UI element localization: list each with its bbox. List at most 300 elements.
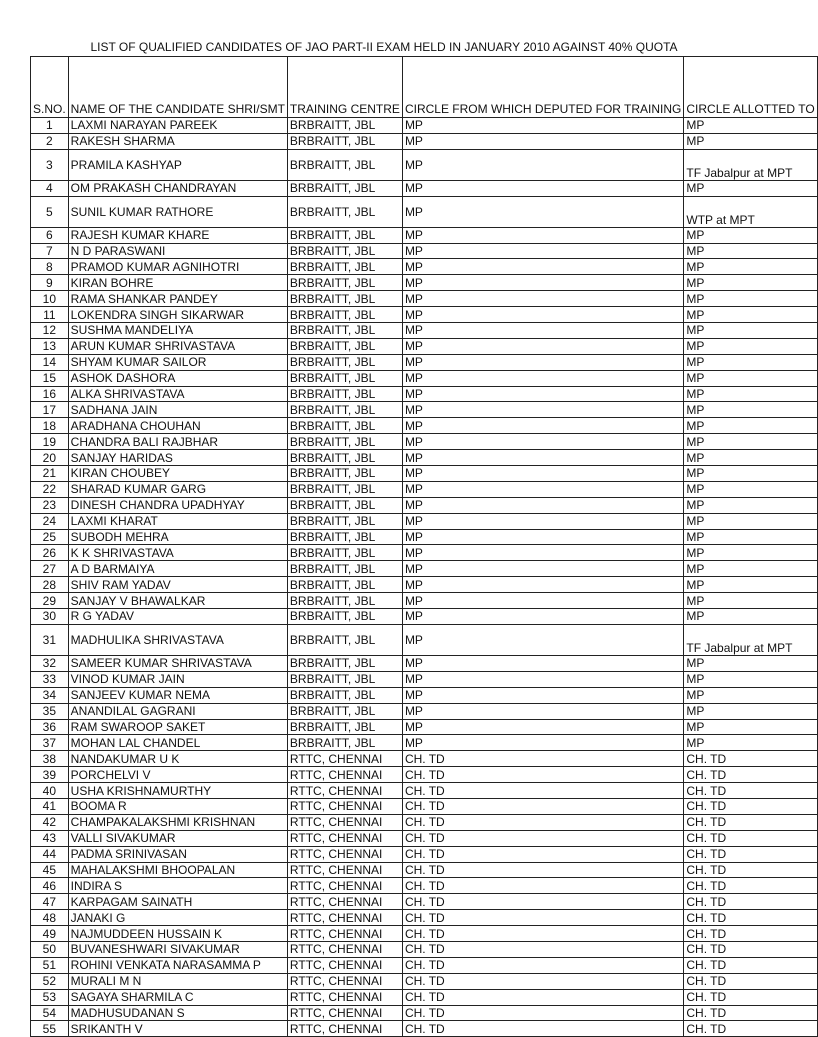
cell-sno: 12 (31, 323, 69, 339)
table-row (31, 291, 818, 307)
cell-circle-allotted: CH. TD (684, 783, 817, 799)
cell-circle-deputed: MP (402, 323, 683, 339)
cell-circle-deputed: MP (402, 561, 683, 577)
cell-sno: 40 (31, 783, 69, 799)
cell-circle-allotted: MP (684, 703, 817, 719)
cell-training-centre: RTTC, CHENNAI (287, 783, 402, 799)
cell-sno: 28 (31, 577, 69, 593)
cell-circle-deputed: MP (402, 180, 683, 196)
cell-sno: 17 (31, 402, 69, 418)
cell-circle-allotted: MP (684, 450, 817, 466)
cell-circle-allotted: MP (684, 577, 817, 593)
table-row (31, 1005, 818, 1021)
table-row (31, 386, 818, 402)
cell-circle-allotted: MP (684, 497, 817, 513)
cell-circle-allotted: CH. TD (684, 846, 817, 862)
cell-circle-deputed: CH. TD (402, 989, 683, 1005)
cell-sno: 32 (31, 655, 69, 671)
table-row (31, 751, 818, 767)
table-row (31, 497, 818, 513)
table-row (31, 703, 818, 719)
cell-circle-allotted: CH. TD (684, 830, 817, 846)
cell-training-centre: BRBRAITT, JBL (287, 529, 402, 545)
table-header-row (31, 57, 818, 118)
cell-sno: 53 (31, 989, 69, 1005)
cell-candidate-name: MAHALAKSHMI BHOOPALAN (68, 862, 287, 878)
cell-circle-allotted: MP (684, 291, 817, 307)
table-row (31, 227, 818, 243)
cell-candidate-name: SRIKANTH V (68, 1021, 287, 1037)
cell-candidate-name: LAXMI NARAYAN PAREEK (68, 118, 287, 134)
cell-candidate-name: SHYAM KUMAR SAILOR (68, 354, 287, 370)
cell-sno: 18 (31, 418, 69, 434)
table-row (31, 655, 818, 671)
cell-training-centre: RTTC, CHENNAI (287, 926, 402, 942)
cell-training-centre: RTTC, CHENNAI (287, 798, 402, 814)
cell-circle-allotted: MP (684, 593, 817, 609)
cell-circle-allotted: CH. TD (684, 894, 817, 910)
cell-circle-deputed: CH. TD (402, 846, 683, 862)
cell-candidate-name: NAJMUDDEEN HUSSAIN K (68, 926, 287, 942)
cell-sno: 33 (31, 671, 69, 687)
cell-sno: 26 (31, 545, 69, 561)
cell-sno: 29 (31, 593, 69, 609)
cell-candidate-name: RAJESH KUMAR KHARE (68, 227, 287, 243)
cell-circle-deputed: MP (402, 370, 683, 386)
cell-circle-deputed: MP (402, 402, 683, 418)
cell-sno: 52 (31, 973, 69, 989)
cell-training-centre: BRBRAITT, JBL (287, 577, 402, 593)
cell-sno: 23 (31, 497, 69, 513)
header-sno: S.NO. (31, 57, 69, 118)
cell-sno: 27 (31, 561, 69, 577)
table-row (31, 307, 818, 323)
cell-sno: 13 (31, 338, 69, 354)
cell-sno: 49 (31, 926, 69, 942)
cell-sno: 54 (31, 1005, 69, 1021)
table-row (31, 354, 818, 370)
cell-training-centre: BRBRAITT, JBL (287, 118, 402, 134)
table-row (31, 910, 818, 926)
cell-training-centre: RTTC, CHENNAI (287, 1021, 402, 1037)
cell-sno: 36 (31, 719, 69, 735)
cell-circle-allotted: MP (684, 370, 817, 386)
cell-sno: 37 (31, 735, 69, 751)
cell-sno: 51 (31, 957, 69, 973)
cell-circle-allotted: CH. TD (684, 973, 817, 989)
header-circle-allotted: CIRCLE ALLOTTED TO (684, 57, 817, 118)
cell-circle-deputed: MP (402, 497, 683, 513)
table-row (31, 894, 818, 910)
cell-circle-deputed: MP (402, 450, 683, 466)
cell-training-centre: RTTC, CHENNAI (287, 973, 402, 989)
cell-circle-allotted: TF Jabalpur at MPT (684, 624, 817, 655)
cell-sno: 4 (31, 180, 69, 196)
table-row (31, 561, 818, 577)
cell-circle-deputed: MP (402, 719, 683, 735)
table-row (31, 481, 818, 497)
cell-circle-allotted: MP (684, 307, 817, 323)
cell-candidate-name: MADHULIKA SHRIVASTAVA (68, 624, 287, 655)
cell-training-centre: RTTC, CHENNAI (287, 910, 402, 926)
cell-circle-allotted: MP (684, 133, 817, 149)
cell-circle-allotted: CH. TD (684, 878, 817, 894)
cell-training-centre: BRBRAITT, JBL (287, 149, 402, 180)
cell-training-centre: RTTC, CHENNAI (287, 941, 402, 957)
cell-training-centre: BRBRAITT, JBL (287, 227, 402, 243)
cell-training-centre: BRBRAITT, JBL (287, 180, 402, 196)
cell-candidate-name: ROHINI VENKATA NARASAMMA P (68, 957, 287, 973)
cell-candidate-name: SUNIL KUMAR RATHORE (68, 196, 287, 227)
cell-circle-deputed: MP (402, 703, 683, 719)
table-row (31, 529, 818, 545)
table-row (31, 118, 818, 134)
cell-circle-deputed: CH. TD (402, 957, 683, 973)
cell-training-centre: BRBRAITT, JBL (287, 735, 402, 751)
cell-candidate-name: SUBODH MEHRA (68, 529, 287, 545)
cell-circle-allotted: MP (684, 561, 817, 577)
cell-training-centre: BRBRAITT, JBL (287, 450, 402, 466)
cell-circle-deputed: CH. TD (402, 767, 683, 783)
cell-candidate-name: SHARAD KUMAR GARG (68, 481, 287, 497)
cell-sno: 30 (31, 609, 69, 625)
cell-circle-allotted: MP (684, 687, 817, 703)
cell-circle-allotted: WTP at MPT (684, 196, 817, 227)
cell-training-centre: RTTC, CHENNAI (287, 862, 402, 878)
cell-candidate-name: CHAMPAKALAKSHMI KRISHNAN (68, 814, 287, 830)
table-row (31, 133, 818, 149)
cell-sno: 5 (31, 196, 69, 227)
cell-sno: 43 (31, 830, 69, 846)
cell-circle-deputed: MP (402, 149, 683, 180)
cell-training-centre: BRBRAITT, JBL (287, 466, 402, 482)
cell-circle-deputed: MP (402, 291, 683, 307)
cell-circle-allotted: MP (684, 402, 817, 418)
cell-circle-deputed: CH. TD (402, 751, 683, 767)
cell-training-centre: RTTC, CHENNAI (287, 957, 402, 973)
cell-training-centre: BRBRAITT, JBL (287, 291, 402, 307)
cell-circle-deputed: MP (402, 481, 683, 497)
cell-circle-deputed: CH. TD (402, 1005, 683, 1021)
cell-circle-allotted: MP (684, 275, 817, 291)
cell-candidate-name: OM PRAKASH CHANDRAYAN (68, 180, 287, 196)
cell-circle-deputed: MP (402, 671, 683, 687)
cell-training-centre: BRBRAITT, JBL (287, 196, 402, 227)
cell-circle-deputed: CH. TD (402, 862, 683, 878)
table-row (31, 338, 818, 354)
table-row (31, 275, 818, 291)
cell-training-centre: BRBRAITT, JBL (287, 338, 402, 354)
cell-sno: 34 (31, 687, 69, 703)
cell-circle-deputed: CH. TD (402, 894, 683, 910)
cell-circle-deputed: MP (402, 227, 683, 243)
cell-candidate-name: USHA KRISHNAMURTHY (68, 783, 287, 799)
cell-circle-deputed: MP (402, 118, 683, 134)
cell-sno: 20 (31, 450, 69, 466)
cell-sno: 47 (31, 894, 69, 910)
cell-circle-deputed: CH. TD (402, 814, 683, 830)
cell-circle-deputed: MP (402, 418, 683, 434)
table-row (31, 577, 818, 593)
cell-sno: 31 (31, 624, 69, 655)
cell-circle-allotted: TF Jabalpur at MPT (684, 149, 817, 180)
cell-circle-deputed: CH. TD (402, 798, 683, 814)
cell-candidate-name: MOHAN LAL CHANDEL (68, 735, 287, 751)
cell-candidate-name: JANAKI G (68, 910, 287, 926)
cell-sno: 3 (31, 149, 69, 180)
cell-circle-deputed: MP (402, 513, 683, 529)
cell-circle-allotted: CH. TD (684, 751, 817, 767)
cell-circle-deputed: MP (402, 354, 683, 370)
cell-training-centre: BRBRAITT, JBL (287, 719, 402, 735)
cell-circle-allotted: MP (684, 719, 817, 735)
cell-circle-deputed: MP (402, 196, 683, 227)
table-row (31, 878, 818, 894)
cell-circle-allotted: MP (684, 545, 817, 561)
cell-circle-deputed: CH. TD (402, 1021, 683, 1037)
cell-sno: 45 (31, 862, 69, 878)
table-row (31, 624, 818, 655)
cell-candidate-name: KIRAN BOHRE (68, 275, 287, 291)
table-row (31, 418, 818, 434)
cell-training-centre: BRBRAITT, JBL (287, 561, 402, 577)
table-row (31, 1021, 818, 1037)
cell-training-centre: RTTC, CHENNAI (287, 751, 402, 767)
cell-training-centre: RTTC, CHENNAI (287, 814, 402, 830)
table-row (31, 767, 818, 783)
cell-candidate-name: SUSHMA MANDELIYA (68, 323, 287, 339)
cell-training-centre: BRBRAITT, JBL (287, 497, 402, 513)
cell-sno: 19 (31, 434, 69, 450)
cell-training-centre: BRBRAITT, JBL (287, 655, 402, 671)
table-row (31, 941, 818, 957)
cell-circle-allotted: MP (684, 259, 817, 275)
cell-training-centre: BRBRAITT, JBL (287, 481, 402, 497)
cell-candidate-name: RAMA SHANKAR PANDEY (68, 291, 287, 307)
table-row (31, 450, 818, 466)
cell-sno: 46 (31, 878, 69, 894)
cell-candidate-name: K K SHRIVASTAVA (68, 545, 287, 561)
cell-training-centre: BRBRAITT, JBL (287, 687, 402, 703)
cell-candidate-name: PRAMILA KASHYAP (68, 149, 287, 180)
cell-training-centre: BRBRAITT, JBL (287, 133, 402, 149)
cell-candidate-name: RAKESH SHARMA (68, 133, 287, 149)
cell-circle-deputed: MP (402, 243, 683, 259)
table-row (31, 926, 818, 942)
table-row (31, 671, 818, 687)
table-row (31, 243, 818, 259)
table-row (31, 687, 818, 703)
cell-circle-allotted: MP (684, 466, 817, 482)
cell-circle-allotted: MP (684, 243, 817, 259)
cell-circle-allotted: MP (684, 609, 817, 625)
cell-circle-allotted: MP (684, 323, 817, 339)
cell-candidate-name: SADHANA JAIN (68, 402, 287, 418)
cell-circle-allotted: CH. TD (684, 910, 817, 926)
cell-training-centre: RTTC, CHENNAI (287, 894, 402, 910)
cell-sno: 22 (31, 481, 69, 497)
cell-training-centre: RTTC, CHENNAI (287, 1005, 402, 1021)
table-row (31, 593, 818, 609)
candidates-table (30, 56, 818, 1037)
cell-circle-allotted: MP (684, 386, 817, 402)
cell-candidate-name: LAXMI KHARAT (68, 513, 287, 529)
cell-circle-deputed: MP (402, 687, 683, 703)
cell-sno: 24 (31, 513, 69, 529)
cell-training-centre: BRBRAITT, JBL (287, 323, 402, 339)
cell-training-centre: BRBRAITT, JBL (287, 418, 402, 434)
table-row (31, 402, 818, 418)
cell-circle-deputed: MP (402, 133, 683, 149)
cell-candidate-name: LOKENDRA SINGH SIKARWAR (68, 307, 287, 323)
cell-training-centre: RTTC, CHENNAI (287, 878, 402, 894)
cell-candidate-name: A D BARMAIYA (68, 561, 287, 577)
cell-sno: 41 (31, 798, 69, 814)
cell-candidate-name: ASHOK DASHORA (68, 370, 287, 386)
cell-training-centre: BRBRAITT, JBL (287, 275, 402, 291)
cell-circle-deputed: MP (402, 577, 683, 593)
cell-candidate-name: RAM SWAROOP SAKET (68, 719, 287, 735)
cell-training-centre: BRBRAITT, JBL (287, 671, 402, 687)
cell-circle-allotted: MP (684, 481, 817, 497)
cell-candidate-name: ARADHANA CHOUHAN (68, 418, 287, 434)
table-row (31, 719, 818, 735)
cell-sno: 15 (31, 370, 69, 386)
cell-sno: 9 (31, 275, 69, 291)
cell-circle-allotted: MP (684, 118, 817, 134)
cell-candidate-name: NANDAKUMAR U K (68, 751, 287, 767)
cell-sno: 7 (31, 243, 69, 259)
table-row (31, 783, 818, 799)
cell-circle-deputed: CH. TD (402, 783, 683, 799)
cell-candidate-name: ALKA SHRIVASTAVA (68, 386, 287, 402)
table-row (31, 149, 818, 180)
cell-training-centre: BRBRAITT, JBL (287, 434, 402, 450)
table-row (31, 830, 818, 846)
cell-circle-allotted: CH. TD (684, 1021, 817, 1037)
cell-candidate-name: MURALI M N (68, 973, 287, 989)
cell-sno: 2 (31, 133, 69, 149)
table-row (31, 259, 818, 275)
cell-circle-allotted: CH. TD (684, 767, 817, 783)
cell-sno: 8 (31, 259, 69, 275)
cell-training-centre: BRBRAITT, JBL (287, 545, 402, 561)
cell-training-centre: BRBRAITT, JBL (287, 307, 402, 323)
cell-circle-deputed: CH. TD (402, 973, 683, 989)
cell-sno: 48 (31, 910, 69, 926)
cell-circle-deputed: MP (402, 735, 683, 751)
cell-training-centre: BRBRAITT, JBL (287, 402, 402, 418)
cell-circle-allotted: MP (684, 418, 817, 434)
cell-circle-deputed: MP (402, 386, 683, 402)
cell-candidate-name: N D PARASWANI (68, 243, 287, 259)
document-title: LIST OF QUALIFIED CANDIDATES OF JAO PART-II EXAM HELD IN JANUARY 2010 AGAINST 40% QUOTA (90, 40, 678, 54)
table-row (31, 957, 818, 973)
cell-training-centre: BRBRAITT, JBL (287, 386, 402, 402)
cell-circle-deputed: MP (402, 529, 683, 545)
cell-circle-deputed: CH. TD (402, 910, 683, 926)
cell-circle-allotted: CH. TD (684, 814, 817, 830)
cell-circle-allotted: MP (684, 434, 817, 450)
cell-candidate-name: PORCHELVI V (68, 767, 287, 783)
cell-circle-allotted: MP (684, 529, 817, 545)
cell-training-centre: RTTC, CHENNAI (287, 989, 402, 1005)
cell-circle-deputed: MP (402, 609, 683, 625)
cell-sno: 44 (31, 846, 69, 862)
cell-training-centre: BRBRAITT, JBL (287, 354, 402, 370)
cell-sno: 50 (31, 941, 69, 957)
cell-circle-deputed: MP (402, 275, 683, 291)
header-name: NAME OF THE CANDIDATE SHRI/SMT (68, 57, 287, 118)
table-row (31, 513, 818, 529)
table-row (31, 814, 818, 830)
cell-circle-deputed: MP (402, 338, 683, 354)
cell-candidate-name: KARPAGAM SAINATH (68, 894, 287, 910)
table-row (31, 545, 818, 561)
cell-sno: 25 (31, 529, 69, 545)
cell-sno: 55 (31, 1021, 69, 1037)
cell-training-centre: BRBRAITT, JBL (287, 624, 402, 655)
table-row (31, 466, 818, 482)
cell-training-centre: BRBRAITT, JBL (287, 513, 402, 529)
cell-candidate-name: SAMEER KUMAR SHRIVASTAVA (68, 655, 287, 671)
table-row (31, 370, 818, 386)
cell-candidate-name: SANJEEV KUMAR NEMA (68, 687, 287, 703)
cell-candidate-name: ARUN KUMAR SHRIVASTAVA (68, 338, 287, 354)
cell-circle-deputed: CH. TD (402, 926, 683, 942)
cell-circle-deputed: MP (402, 259, 683, 275)
cell-circle-deputed: MP (402, 434, 683, 450)
cell-circle-deputed: MP (402, 466, 683, 482)
cell-circle-deputed: CH. TD (402, 941, 683, 957)
cell-circle-allotted: MP (684, 735, 817, 751)
cell-circle-allotted: MP (684, 513, 817, 529)
table-row (31, 196, 818, 227)
table-row (31, 862, 818, 878)
cell-sno: 35 (31, 703, 69, 719)
cell-circle-allotted: CH. TD (684, 941, 817, 957)
header-training-centre: TRAINING CENTRE (287, 57, 402, 118)
table-row (31, 180, 818, 196)
cell-candidate-name: PRAMOD KUMAR AGNIHOTRI (68, 259, 287, 275)
cell-circle-allotted: MP (684, 227, 817, 243)
cell-sno: 1 (31, 118, 69, 134)
header-circle-deputed: CIRCLE FROM WHICH DEPUTED FOR TRAINING (402, 57, 683, 118)
cell-circle-allotted: CH. TD (684, 926, 817, 942)
cell-candidate-name: BUVANESHWARI SIVAKUMAR (68, 941, 287, 957)
table-row (31, 846, 818, 862)
table-row (31, 323, 818, 339)
cell-circle-allotted: CH. TD (684, 989, 817, 1005)
cell-candidate-name: R G YADAV (68, 609, 287, 625)
cell-circle-allotted: CH. TD (684, 957, 817, 973)
cell-training-centre: BRBRAITT, JBL (287, 243, 402, 259)
cell-training-centre: BRBRAITT, JBL (287, 609, 402, 625)
cell-training-centre: BRBRAITT, JBL (287, 370, 402, 386)
cell-sno: 6 (31, 227, 69, 243)
cell-circle-allotted: CH. TD (684, 798, 817, 814)
cell-circle-deputed: MP (402, 624, 683, 655)
cell-sno: 42 (31, 814, 69, 830)
cell-candidate-name: PADMA SRINIVASAN (68, 846, 287, 862)
cell-circle-allotted: MP (684, 655, 817, 671)
cell-candidate-name: INDIRA S (68, 878, 287, 894)
table-row (31, 989, 818, 1005)
cell-circle-allotted: MP (684, 338, 817, 354)
cell-training-centre: BRBRAITT, JBL (287, 259, 402, 275)
table-row (31, 973, 818, 989)
cell-training-centre: RTTC, CHENNAI (287, 767, 402, 783)
